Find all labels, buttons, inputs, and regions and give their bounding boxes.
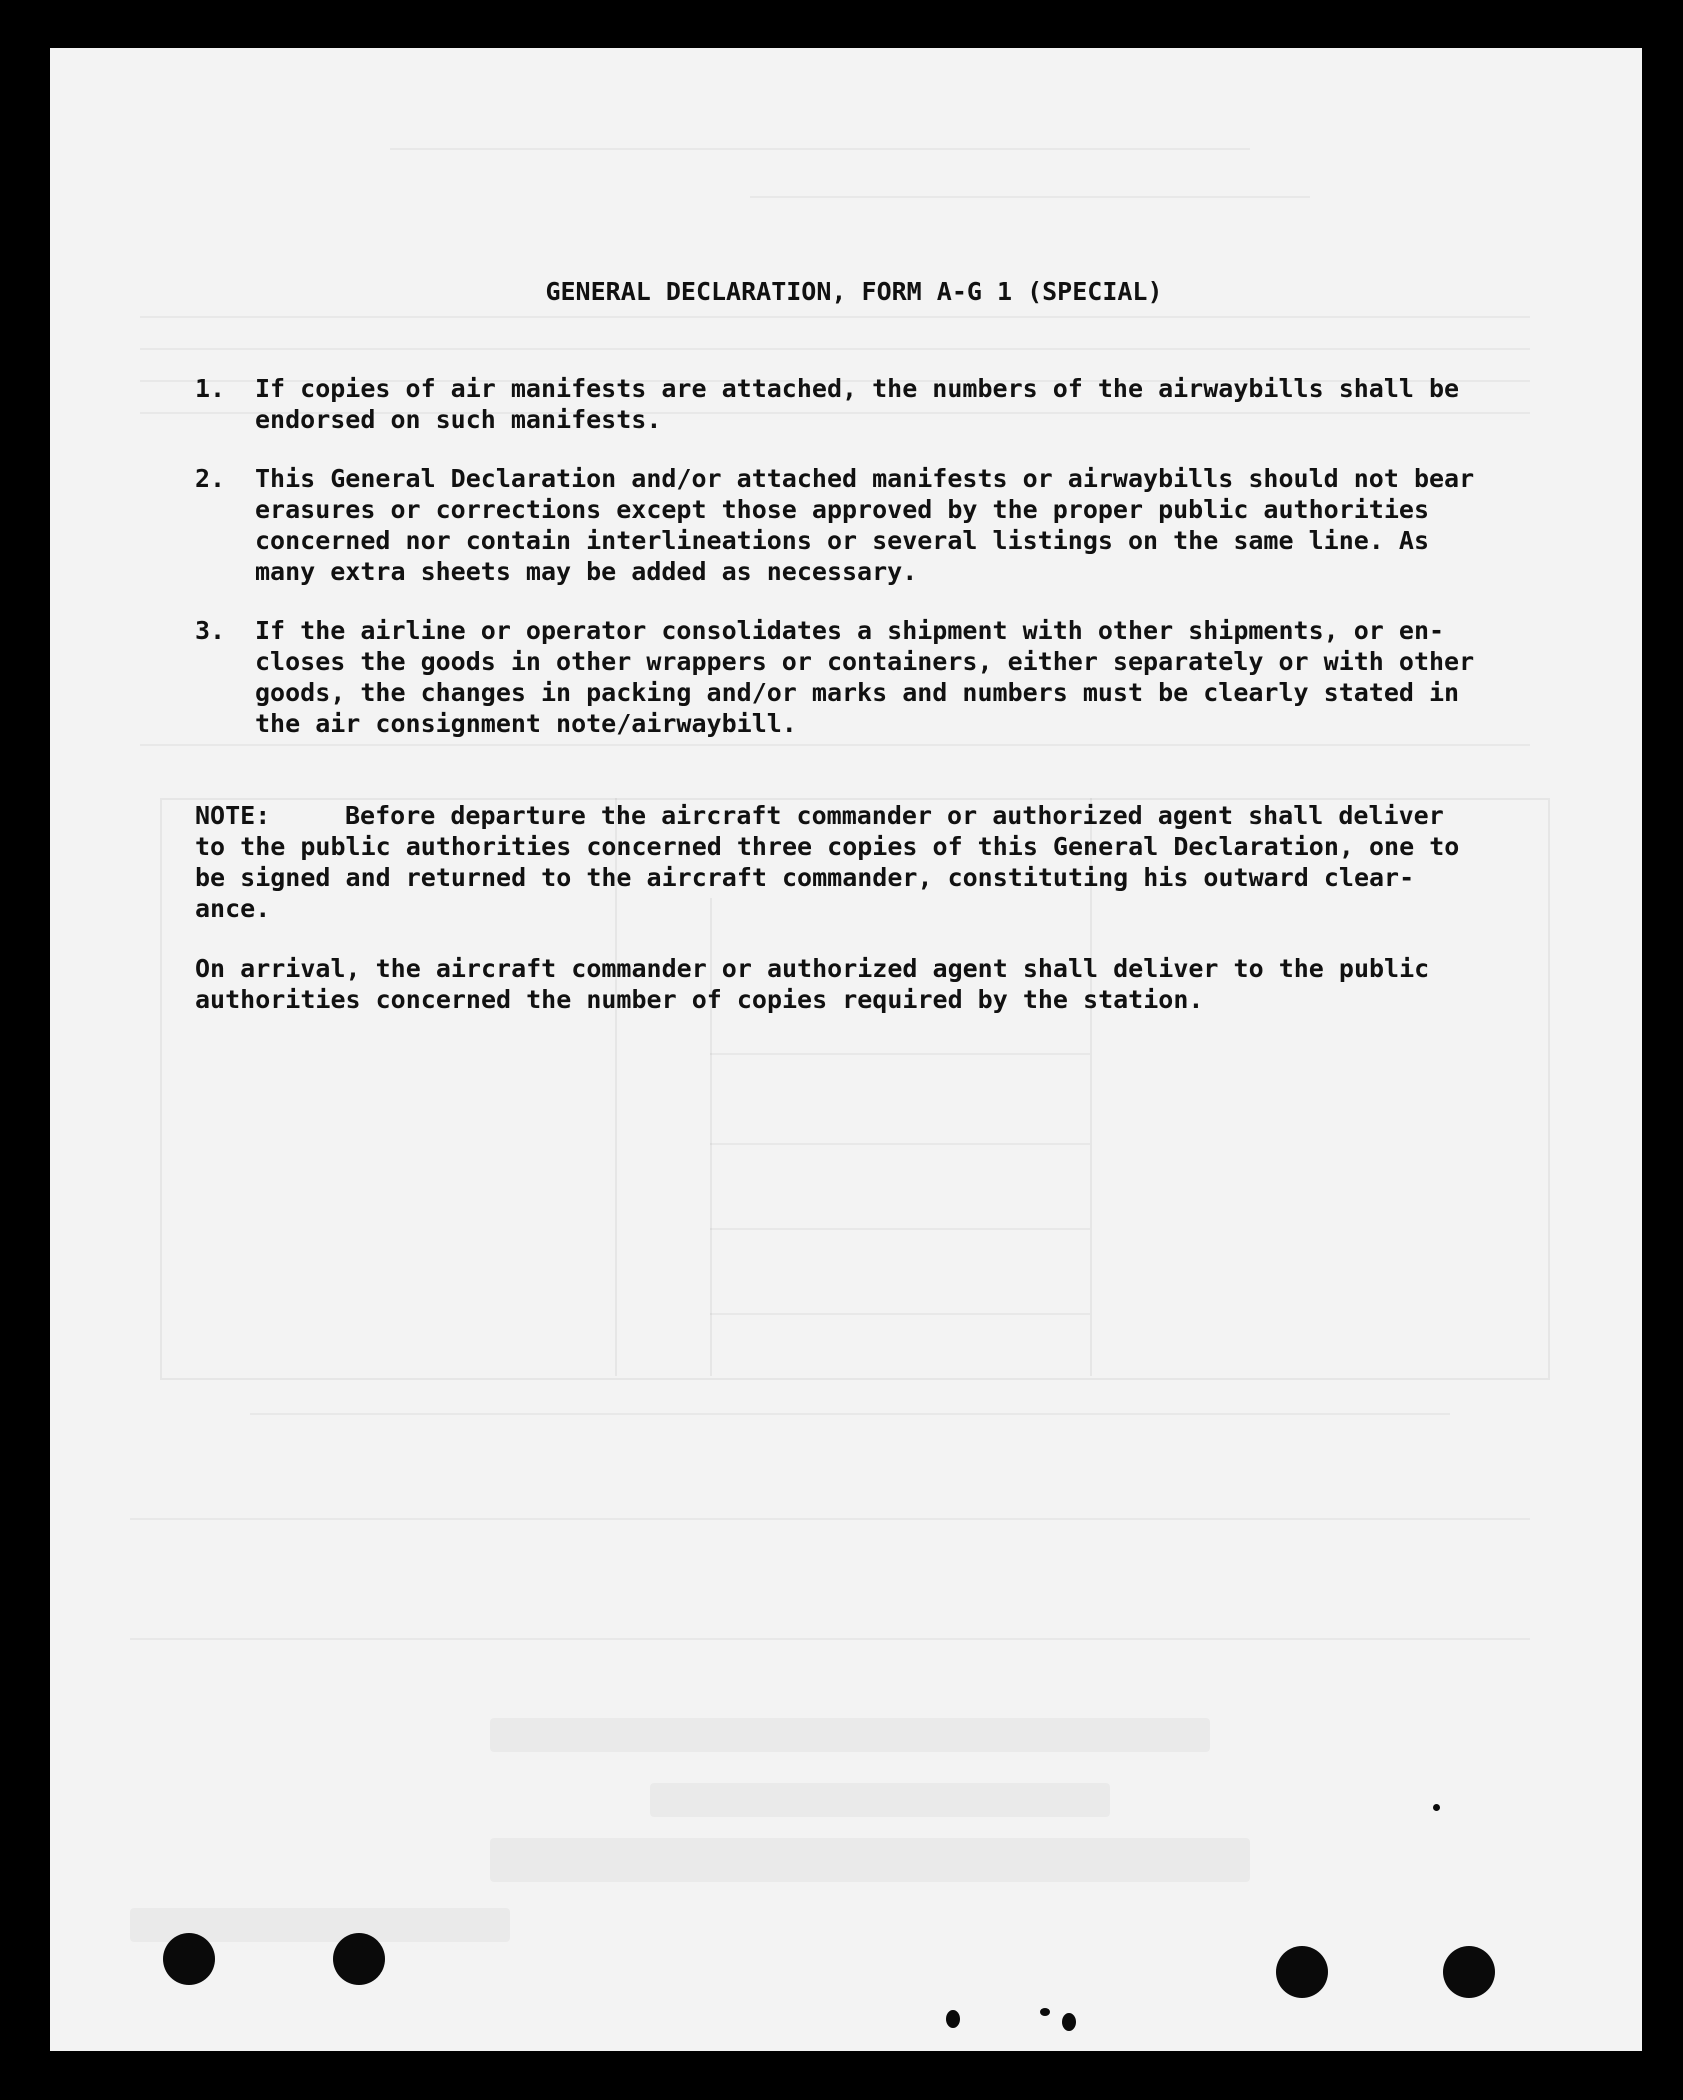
show-through-background — [50, 48, 1642, 2051]
punch-hole — [1443, 1946, 1495, 1998]
speck — [1062, 2013, 1076, 2031]
item-text: If copies of air manifests are attached, the numbers of the airwaybills shall be endorsed on such manifests. — [255, 374, 1460, 434]
speck — [1040, 2008, 1050, 2016]
item-number: 3. — [195, 616, 226, 645]
note-text: Before departure the aircraft commander or authorized agent shall deliver to the public authorities concerned three copies of this General Declaration, one to be signed and returned to the aircraft commander, constituting his outward clear- ance. — [195, 801, 1460, 923]
note-paragraph — [195, 800, 1513, 924]
speck — [1433, 1804, 1440, 1811]
document-title: GENERAL DECLARATION, FORM A-G 1 (SPECIAL) — [545, 277, 1163, 306]
document-sheet — [50, 48, 1642, 2051]
punch-hole — [333, 1933, 385, 1985]
speck — [946, 2010, 960, 2028]
item-number: 1. — [195, 374, 226, 403]
item-text: If the airline or operator consolidates a shipment with other shipments, or en- closes the goods in other wrappers or containers, either separately or with other goods, the changes in packing and/or marks and numbers must be clearly stated in the air consignment note/airwaybill. — [255, 616, 1475, 738]
item-number: 2. — [195, 464, 226, 493]
arrival-paragraph: On arrival, the aircraft commander or authorized agent shall deliver to the public authorities concerned the number of copies required by the station. — [195, 954, 1430, 1014]
punch-hole — [1276, 1946, 1328, 1998]
punch-hole — [163, 1933, 215, 1985]
item-text: This General Declaration and/or attached manifests or airwaybills should not bear erasures or corrections except those approved by the proper public authorities concerned nor contain interlineations or several listings on the same line. As many extra sheets may be added as necessary. — [255, 464, 1475, 586]
note-label: NOTE: — [195, 801, 271, 830]
